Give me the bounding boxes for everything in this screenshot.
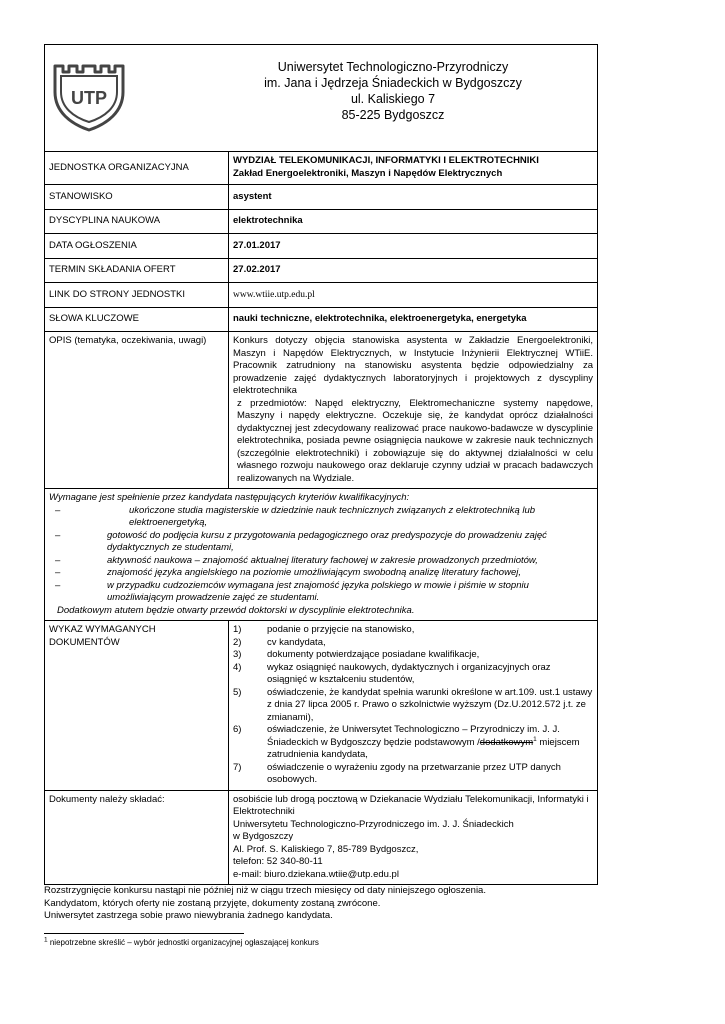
documents-list: [229, 621, 598, 791]
position-label: STANOWISKO: [45, 185, 229, 210]
university-patrons: im. Jana i Jędrzeja Śniadeckich w Bydgoszczy: [264, 76, 522, 90]
footnote: $^1$ niepotrzebne skreślić – wybór jednostki organizacyjnej ogłaszającej konkurs: [44, 935, 319, 947]
submit-line: Uniwersytetu Technologiczno-Przyrodniczego im. J. J. Śniadeckich: [233, 818, 514, 830]
logo-letters: UTP: [71, 88, 107, 108]
closing-note: Uniwersytet zastrzega sobie prawo niewybrania żadnego kandydata.: [44, 910, 333, 921]
document-item: 5) oświadczenie, że kandydat spełnia warunki określone w art.109. ust.1 ustawy z dnia 27 lipca 2005 r. Prawo o szkolnictwie wyższym (Dz.U.2012.572 j.t. ze zmianami),: [233, 686, 593, 723]
deadline-label: TERMIN SKŁADANIA OFERT: [45, 259, 229, 283]
date-row: [45, 234, 598, 259]
document-item: 4) wykaz osiągnięć naukowych, dydaktycznych i organizacyjnych oraz osiągnięć w kształceniu studentów,: [233, 661, 551, 685]
dash-bullet: –: [55, 567, 61, 578]
unit-value: [229, 152, 598, 185]
document-item: 6) oświadczenie, że Uniwersytet Technologiczno – Przyrodniczy im. J. J. Śniadeckich w Bydgoszczy będzie podstawowym /dodatkowym$^1$ miejscem zatrudnienia kandydata,: [233, 724, 580, 760]
dash-bullet: –: [55, 579, 61, 591]
dash-bullet: –: [55, 504, 61, 516]
keywords-label: SŁOWA KLUCZOWE: [45, 308, 229, 332]
submit-line: Al. Prof. S. Kaliskiego 7, 85-789 Bydgoszcz,: [233, 843, 419, 855]
dash-bullet: –: [55, 554, 61, 566]
description-paragraph: Konkurs dotyczy objęcia stanowiska asystenta w Zakładzie Energoelektroniki, Maszyn i Napędów Elektrycznych, w Instytucie Inżynierii Elektrycznej WTiiE. Pracownik zatrudniony na stanowisku asystenta będzie odpowiedzialny za prowadzenie zajęć dydaktycznych laboratoryjnych i projektowych z dyscypliny elektrotechnika: [233, 335, 593, 396]
unit-website-link[interactable]: www.wtiie.utp.edu.pl: [229, 283, 598, 308]
requirements-closing: Dodatkowym atutem będzie otwarty przewód doktorski w dyscyplinie elektrotechnika.: [57, 604, 415, 616]
document-item: 3) dokumenty potwierdzające posiadane kwalifikacje,: [233, 649, 480, 660]
requirements-intro: Wymagane jest spełnienie przez kandydata następujących kryteriów kwalifikacyjnych:: [49, 492, 410, 503]
link-row: [45, 283, 598, 308]
deadline-value: 27.02.2017: [229, 259, 598, 283]
footnote-separator: [44, 933, 244, 934]
date-value: 27.01.2017: [229, 234, 598, 259]
university-name: Uniwersytet Technologiczno-Przyrodniczy: [277, 60, 509, 74]
struck-option: dodatkowym: [479, 736, 534, 748]
deadline-row: [45, 259, 598, 283]
submit-row: [45, 790, 598, 885]
faculty-name: WYDZIAŁ TELEKOMUNIKACJI, INFORMATYKI I ELEKTROTECHNIKI: [233, 155, 539, 166]
document-item: 7) oświadczenie o wyrażeniu zgody na przetwarzanie przez UTP danych osobowych.: [233, 761, 561, 785]
date-label: DATA OGŁOSZENIA: [45, 234, 229, 259]
announcement-page: [44, 44, 597, 948]
requirements-row: [45, 489, 598, 621]
documents-row: [45, 621, 598, 791]
description-paragraph: z przedmiotów: Napęd elektryczny, Elektromechaniczne systemy napędowe, Maszyny i napędy elektryczne. Oczekuje się, że kandydat oprócz działalności dydaktycznej jest zdecydowany realizować prace naukowo-badawcze w dyscyplinie elektrotechnika, posiada pewne osiągnięcia naukowe w zakresie nauk technicznych (szczególnie elektrotechniki) i zobowiązuje się do aktywnej działalności w celu własnego rozwoju naukowego oraz deklaruje czynny udział w pracach badawczych realizowanych na Wydziale.: [237, 397, 593, 484]
closing-note: Rozstrzygnięcie konkursu nastąpi nie później niż w ciągu trzech miesięcy od daty niniejszego ogłoszenia.: [44, 885, 486, 896]
documents-label: WYKAZ WYMAGANYCH DOKUMENTÓW: [45, 621, 229, 791]
keywords-row: [45, 308, 598, 332]
description-row: [45, 332, 598, 489]
requirements-cell: [45, 489, 598, 621]
link-label: LINK DO STRONY JEDNOSTKI: [45, 283, 229, 308]
header-cell: [45, 45, 598, 152]
submit-line: w Bydgoszczy: [233, 831, 294, 842]
header-row: [45, 45, 598, 152]
submit-email[interactable]: e-mail: biuro.dziekana.wtiie@utp.edu.pl: [233, 868, 399, 880]
submit-address: [229, 790, 598, 885]
footnote-ref: 1: [533, 735, 537, 743]
requirement-item: – znajomość języka angielskiego na poziomie umożliwiającym swobodną analizę literatury fachowej,: [49, 567, 593, 580]
discipline-value: elektrotechnika: [229, 210, 598, 234]
university-street: ul. Kaliskiego 7: [350, 92, 436, 106]
unit-row: [45, 152, 598, 185]
document-item: 1) podanie o przyjęcie na stanowisko,: [233, 624, 415, 635]
university-address: [195, 59, 591, 123]
utp-logo: [49, 54, 129, 134]
department-name: Zakład Energoelektroniki, Maszyn i Napędów Elektrycznych: [233, 167, 503, 179]
submit-phone: telefon: 52 340-80-11: [233, 856, 323, 867]
closing-notes: [44, 885, 597, 923]
dash-bullet: –: [55, 529, 61, 541]
submit-line: osobiście lub drogą pocztową w Dziekanacie Wydziału Telekomunikacji, Informatyki i Elektrotechniki: [233, 793, 589, 817]
unit-label: JEDNOSTKA ORGANIZACYJNA: [45, 152, 229, 185]
university-city: 85-225 Bydgoszcz: [341, 108, 445, 122]
keywords-value: nauki techniczne, elektrotechnika, elektroenergetyka, energetyka: [229, 308, 598, 332]
position-value: asystent: [229, 185, 598, 210]
requirement-item: – gotowość do podjęcia kursu z przygotowania pedagogicznego oraz predyspozycje do prowadzeniu zajęć dydaktycznych ze studentami,: [49, 530, 593, 555]
submit-label: Dokumenty należy składać:: [45, 790, 229, 885]
requirement-item: – w przypadku cudzoziemców wymagana jest znajomość języka polskiego w mowie i piśmie w stopniu umożliwiającym prowadzenie zajęć ze studentami.: [49, 580, 593, 605]
document-item: 2) cv kandydata,: [233, 636, 326, 648]
position-row: [45, 185, 598, 210]
requirement-item: – ukończone studia magisterskie w dziedzinie nauk technicznych związanych z elektrotechniką lub elektroenergetyką,: [49, 505, 593, 530]
discipline-row: [45, 210, 598, 234]
announcement-table: [44, 44, 598, 885]
description-label: OPIS (tematyka, oczekiwania, uwagi): [45, 332, 229, 489]
closing-note: Kandydatom, których oferty nie zostaną przyjęte, dokumenty zostaną zwrócone.: [44, 897, 381, 909]
description-value: [229, 332, 598, 489]
requirement-item: – aktywność naukowa – znajomość aktualnej literatury fachowej w zakresie prowadzonych przedmiotów,: [49, 555, 593, 568]
discipline-label: DYSCYPLINA NAUKOWA: [45, 210, 229, 234]
